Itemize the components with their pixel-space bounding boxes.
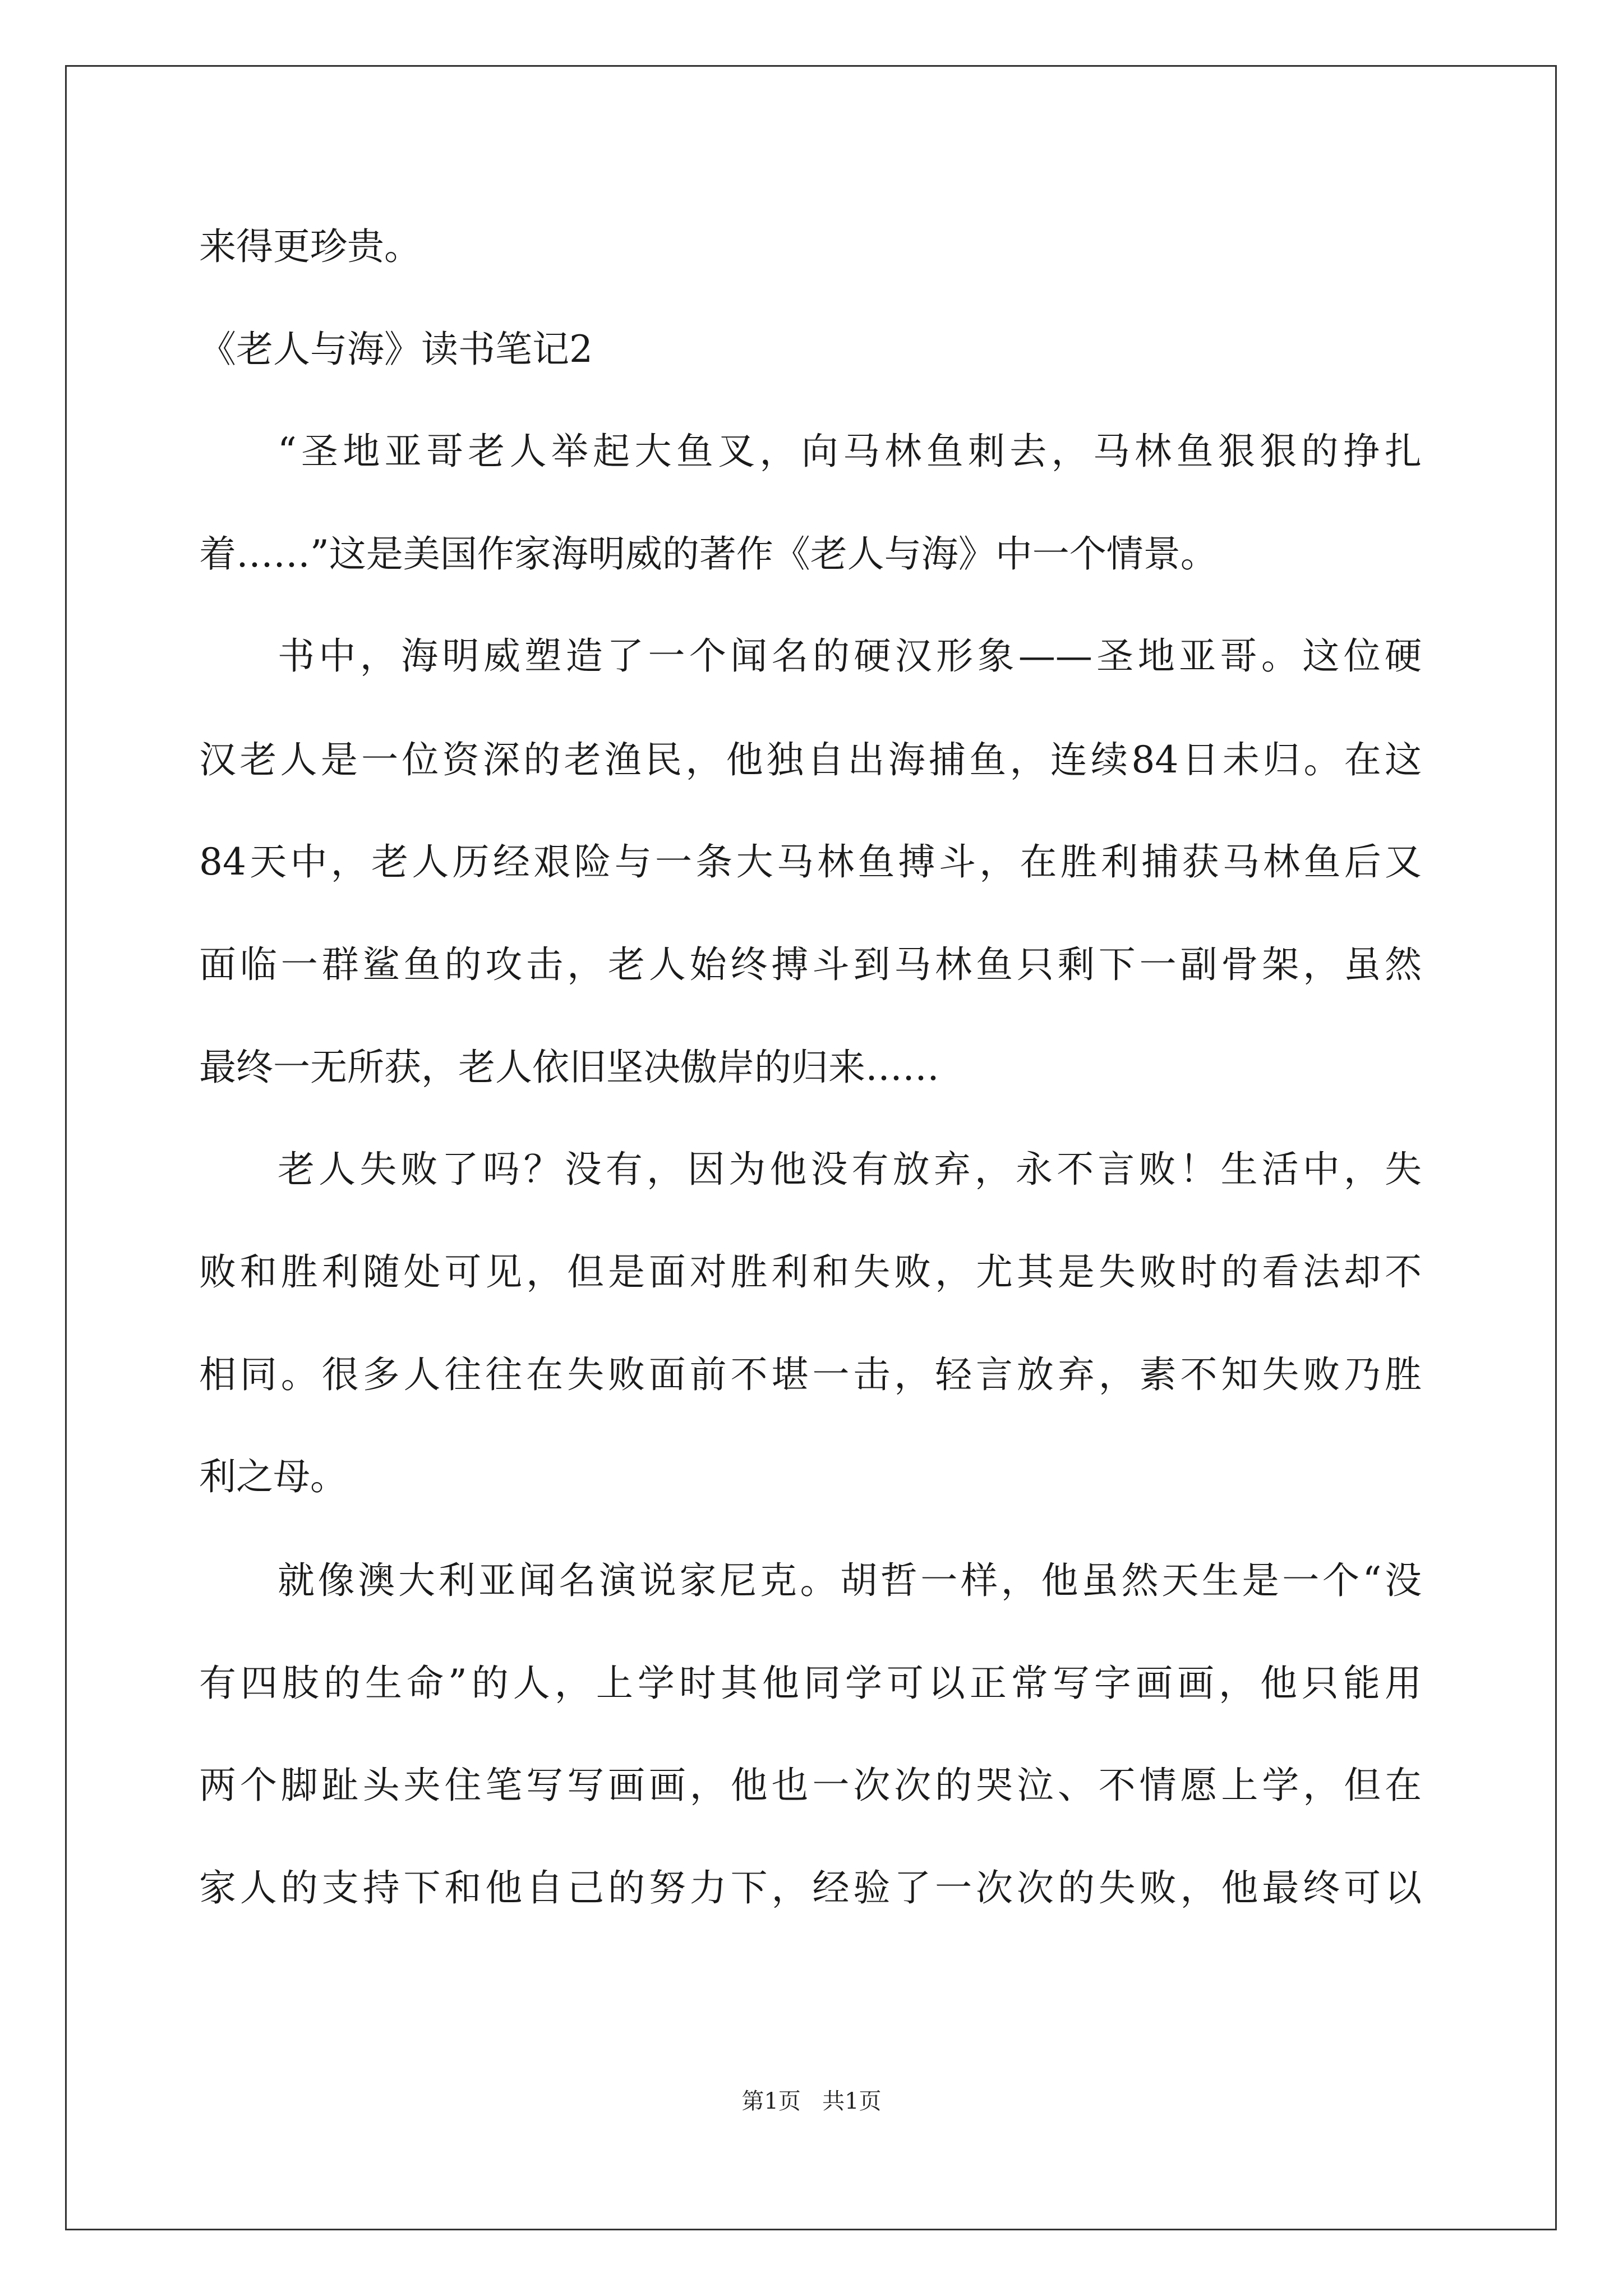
page-total: 共1页 [822,2088,882,2114]
text-line: 利之母。 [199,1455,347,1498]
section-heading: 《老人与海》读书笔记2 [199,328,593,371]
text-line: 相同。很多人往往在失败面前不堪一击，轻言放弃，素不知失败乃胜 [199,1353,1422,1396]
text-line: 84天中，老人历经艰险与一条大马林鱼搏斗，在胜利捕获马林鱼后又 [199,840,1422,884]
text-line: “圣地亚哥老人举起大鱼叉，向马林鱼刺去，马林鱼狠狠的挣扎 [278,430,1422,473]
text-line: 两个脚趾头夹住笔写写画画，他也一次次的哭泣、不情愿上学，但在 [199,1764,1422,1807]
page-footer [0,2085,1623,2118]
text-line: 有四肢的生命”的人，上学时其他同学可以正常写字画画，他只能用 [199,1662,1422,1705]
text-line: 最终一无所获，老人依旧坚决傲岸的归来…… [199,1046,939,1089]
text-line: 败和胜利随处可见，但是面对胜利和失败，尤其是失败时的看法却不 [199,1250,1422,1294]
text-line: 面临一群鲨鱼的攻击，老人始终搏斗到马林鱼只剩下一副骨架，虽然 [199,943,1422,986]
text-line: 书中，海明威塑造了一个闻名的硬汉形象——圣地亚哥。这位硬 [278,634,1422,678]
text-line: 就像澳大利亚闻名演说家尼克。胡哲一样，他虽然天生是一个“没 [278,1559,1422,1602]
text-line: 老人失败了吗？没有，因为他没有放弃，永不言败！生活中，失 [278,1148,1422,1191]
text-line: 着……”这是美国作家海明威的著作《老人与海》中一个情景。 [199,532,1218,576]
text-line: 家人的支持下和他自己的努力下，经验了一次次的失败，他最终可以 [199,1866,1422,1910]
page-number: 第1页 [741,2088,801,2114]
text-line: 汉老人是一位资深的老渔民，他独自出海捕鱼，连续84日未归。在这 [199,738,1422,781]
text-line: 来得更珍贵。 [199,225,421,268]
